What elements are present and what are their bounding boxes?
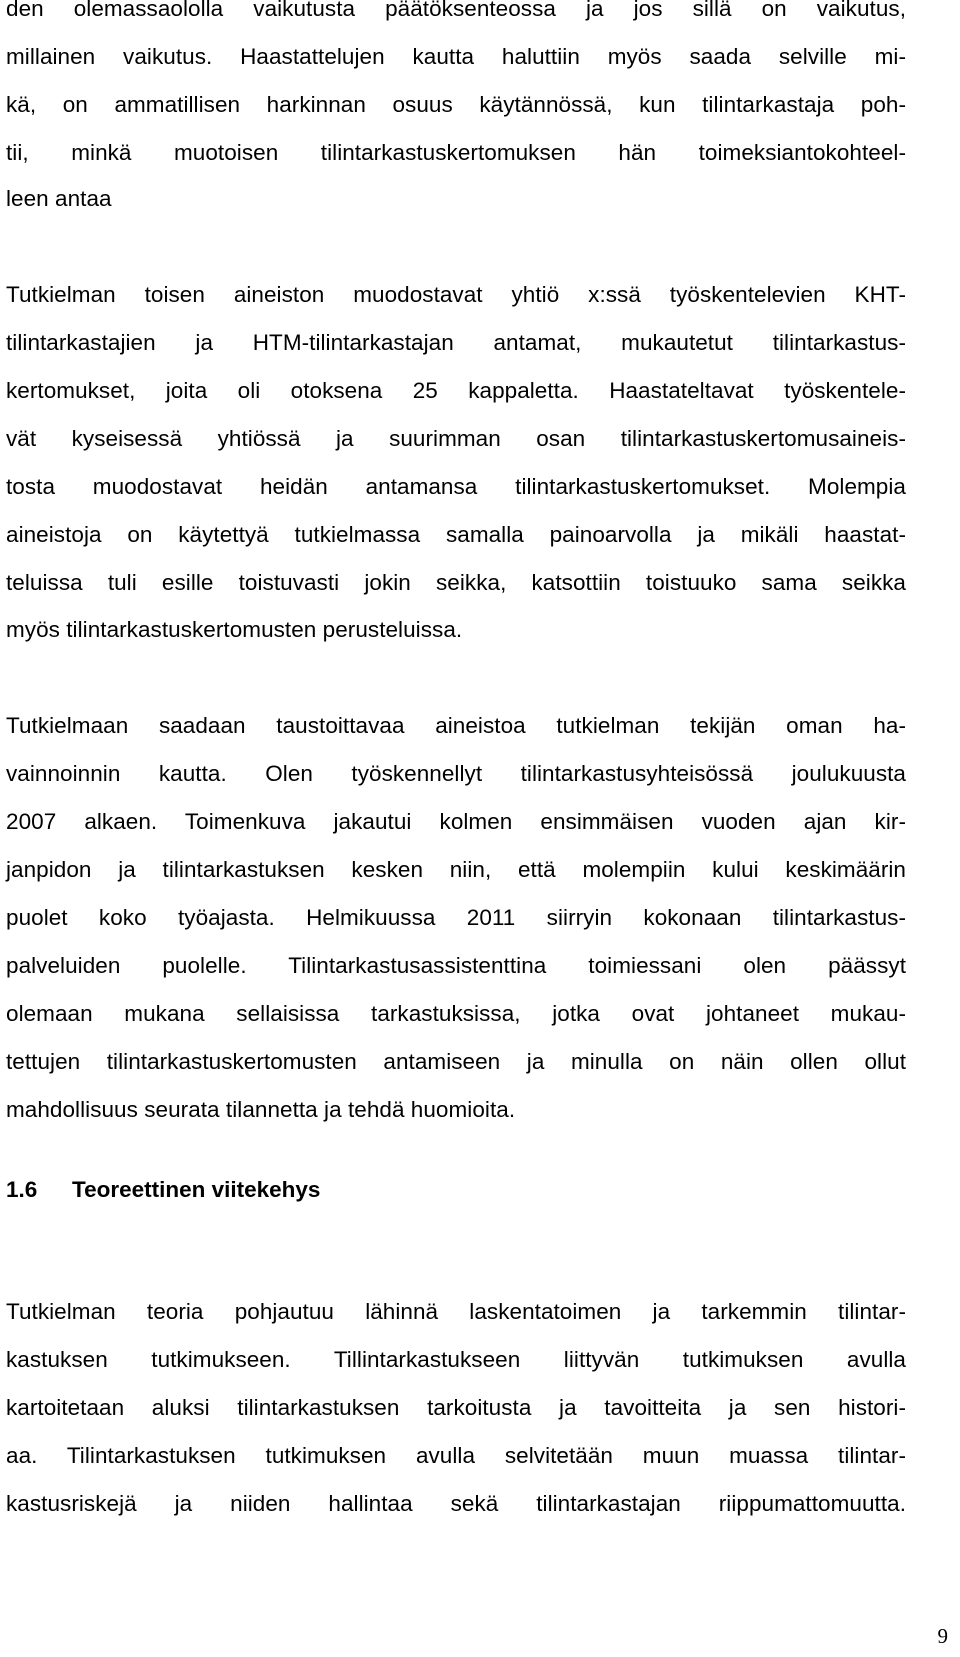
paragraph-3-line: puolet koko työajasta. Helmikuussa 2011 siirryin kokonaan tilintarkastus- bbox=[6, 905, 906, 930]
page-number: 9 bbox=[937, 1624, 948, 1648]
paragraph-4-line: kastusriskejä ja niiden hallintaa sekä tilintarkastajan riippumattomuutta. bbox=[6, 1491, 906, 1516]
paragraph-3-line: Tutkielmaan saadaan taustoittavaa aineistoa tutkielman tekijän oman ha- bbox=[6, 713, 906, 738]
paragraph-2-line: teluissa tuli esille toistuvasti jokin seikka, katsottiin toistuuko sama seikka bbox=[6, 570, 906, 595]
paragraph-1-line: millainen vaikutus. Haastattelujen kautta haluttiin myös saada selville mi- bbox=[6, 44, 906, 69]
section-title: Teoreettinen viitekehys bbox=[72, 1177, 321, 1202]
paragraph-2-line: kertomukset, joita oli otoksena 25 kappaletta. Haastateltavat työskentele- bbox=[6, 378, 906, 403]
paragraph-2-line: vät kyseisessä yhtiössä ja suurimman osan tilintarkastuskertomusaineis- bbox=[6, 426, 906, 451]
paragraph-3-line: olemaan mukana sellaisissa tarkastuksissa, jotka ovat johtaneet mukau- bbox=[6, 1001, 906, 1026]
paragraph-3-line: tettujen tilintarkastuskertomusten antamiseen ja minulla on näin ollen ollut bbox=[6, 1049, 906, 1074]
paragraph-1-line: leen antaa bbox=[6, 186, 112, 211]
paragraph-2-line: aineistoja on käytettyä tutkielmassa samalla painoarvolla ja mikäli haastat- bbox=[6, 522, 906, 547]
paragraph-2-line: Tutkielman toisen aineiston muodostavat yhtiö x:ssä työskentelevien KHT- bbox=[6, 282, 906, 307]
paragraph-1-line: tii, minkä muotoisen tilintarkastuskertomuksen hän toimeksiantokohteel- bbox=[6, 140, 906, 165]
paragraph-1-line: den olemassaololla vaikutusta päätöksenteossa ja jos sillä on vaikutus, bbox=[6, 0, 906, 21]
paragraph-4-line: kartoitetaan aluksi tilintarkastuksen tarkoitusta ja tavoitteita ja sen histori- bbox=[6, 1395, 906, 1420]
paragraph-3-line: vainnoinnin kautta. Olen työskennellyt tilintarkastusyhteisössä joulukuusta bbox=[6, 761, 906, 786]
paragraph-4-line: Tutkielman teoria pohjautuu lähinnä laskentatoimen ja tarkemmin tilintar- bbox=[6, 1299, 906, 1324]
section-number: 1.6 bbox=[6, 1177, 38, 1202]
paragraph-3-line: janpidon ja tilintarkastuksen kesken niin, että molempiin kului keskimäärin bbox=[6, 857, 906, 882]
paragraph-2-line: tilintarkastajien ja HTM-tilintarkastajan antamat, mukautetut tilintarkastus- bbox=[6, 330, 906, 355]
paragraph-2-line: tosta muodostavat heidän antamansa tilintarkastuskertomukset. Molempia bbox=[6, 474, 906, 499]
paragraph-1-line: kä, on ammatillisen harkinnan osuus käytännössä, kun tilintarkastaja poh- bbox=[6, 92, 906, 117]
paragraph-4-line: aa. Tilintarkastuksen tutkimuksen avulla selvitetään muun muassa tilintar- bbox=[6, 1443, 906, 1468]
paragraph-2-line: myös tilintarkastuskertomusten perusteluissa. bbox=[6, 617, 463, 642]
paragraph-3-line: mahdollisuus seurata tilannetta ja tehdä huomioita. bbox=[6, 1097, 516, 1122]
paragraph-3-line: 2007 alkaen. Toimenkuva jakautui kolmen ensimmäisen vuoden ajan kir- bbox=[6, 809, 906, 834]
section-heading bbox=[6, 1176, 320, 1204]
paragraph-3-line: palveluiden puolelle. Tilintarkastusassistenttina toimiessani olen päässyt bbox=[6, 953, 906, 978]
paragraph-4-line: kastuksen tutkimukseen. Tillintarkastukseen liittyvän tutkimuksen avulla bbox=[6, 1347, 906, 1372]
